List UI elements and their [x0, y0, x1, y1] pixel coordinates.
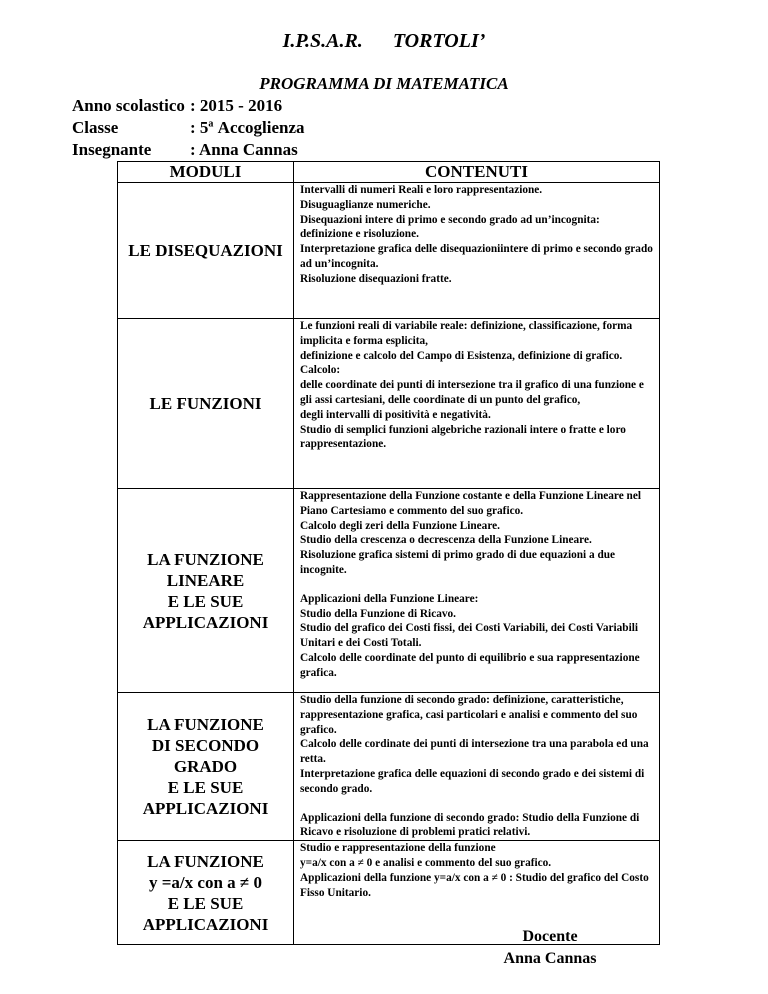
content-line: Calcolo delle coordinate del punto di equilibrio e sua rappresentazione grafica. [300, 651, 640, 679]
content-line: Intervalli di numeri Reali e loro rappresentazione. [300, 184, 543, 196]
signature-role: Docente [522, 928, 578, 945]
content-line: definizione e calcolo del Campo di Esistenza, definizione di grafico. [300, 349, 623, 362]
school-year-label: Anno scolastico [72, 96, 185, 115]
table-row [118, 319, 660, 489]
content-line: Interpretazione grafica delle equazioni di secondo grado e dei sistemi di secondo grado. [300, 767, 645, 795]
content-line: delle coordinate dei punti di intersezione tra il grafico di una funzione e gli assi cartesiani, delle coordinate di un punto del grafico, [300, 379, 644, 406]
modules-header: MODULI [118, 162, 294, 183]
school-year-value: : 2015 - 2016 [190, 96, 283, 115]
school-name: I.P.S.A.R. [282, 30, 363, 52]
module-name-line: APPLICAZIONI [142, 799, 269, 819]
module-contents [294, 693, 660, 841]
module-name [118, 693, 294, 841]
class-number: : 5 [190, 118, 209, 137]
class-superscript: a [208, 118, 214, 130]
content-line [300, 797, 655, 811]
class-line [72, 118, 305, 138]
class-label: Classe [72, 118, 119, 137]
module-name-line: LA FUNZIONE [147, 715, 264, 735]
module-name-line: y =a/x con a ≠ 0 [149, 872, 262, 892]
content-line [300, 578, 655, 592]
module-name-line: LINEARE [166, 570, 245, 590]
module-name-line: LE DISEQUAZIONI [128, 241, 283, 260]
module-name [118, 183, 294, 319]
module-name [118, 489, 294, 693]
town-name: TORTOLI’ [392, 30, 486, 52]
content-line: Le funzioni reali di variabile reale: definizione, classificazione, forma implicita e forma esplicita, [300, 320, 633, 347]
content-line: degli intervalli di positività e negatività. [300, 408, 491, 421]
contents-header: CONTENUTI [294, 162, 660, 183]
content-line: Risoluzione grafica sistemi di primo grado di due equazioni a due incognite. [300, 549, 616, 576]
signature-name: Anna Cannas [503, 950, 597, 967]
signature-block [480, 926, 620, 970]
module-name-line: APPLICAZIONI [142, 612, 269, 632]
page-title [0, 30, 768, 53]
module-contents [294, 489, 660, 693]
teacher-label: Insegnante [72, 140, 152, 159]
module-name-line: APPLICAZIONI [142, 914, 269, 934]
module-name-line: DI SECONDO [151, 736, 260, 756]
content-line: Disequazioni intere di primo e secondo grado ad un’incognita: definizione e risoluzione. [300, 213, 600, 241]
module-name-line: E LE SUE [167, 778, 244, 798]
program-table [117, 161, 660, 945]
module-contents [294, 319, 660, 489]
content-line: Applicazioni della funzione di secondo grado: Studio della Funzione di Ricavo e risoluzione di problemi pratici relativi. [300, 811, 640, 839]
table-row [118, 489, 660, 693]
content-line: Applicazioni della funzione y=a/x con a ≠ 0 : Studio del grafico del Costo Fisso Unitario. [300, 871, 649, 899]
content-line: Studio della crescenza o decrescenza della Funzione Lineare. [300, 534, 592, 547]
content-line: Rappresentazione della Funzione costante e della Funzione Lineare nel Piano Cartesiamo e commento del suo grafico. [300, 490, 641, 517]
content-line: Applicazioni della Funzione Lineare: [300, 592, 479, 605]
content-line: Studio della Funzione di Ricavo. [300, 607, 456, 620]
table-row [118, 183, 660, 319]
module-name-line: LA FUNZIONE [147, 851, 264, 871]
module-name [118, 841, 294, 945]
content-line: Interpretazione grafica delle disequazioniintere di primo e secondo grado ad un’incognita. [300, 243, 653, 270]
module-name-line: E LE SUE [167, 893, 244, 913]
content-line: Studio della funzione di secondo grado: definizione, caratteristiche, rappresentazione grafica, casi particolari e analisi e commento del suo grafico. [300, 694, 638, 736]
module-contents [294, 183, 660, 319]
content-line: Calcolo: [300, 364, 341, 377]
teacher-line [72, 140, 298, 160]
table-header-row [118, 162, 660, 183]
content-line: Studio e rappresentazione della funzione [300, 842, 496, 855]
module-name-line: GRADO [173, 757, 238, 777]
module-name-line: LE FUNZIONI [149, 394, 262, 413]
school-year-line [72, 96, 282, 116]
content-line: Studio del grafico dei Costi fissi, dei Costi Variabili, dei Costi Variabili Unitari e dei Costi Totali. [300, 622, 639, 650]
module-name-line: E LE SUE [167, 591, 244, 611]
module-name [118, 319, 294, 489]
table-row [118, 693, 660, 841]
content-line: y=a/x con a ≠ 0 e analisi e commento del suo grafico. [300, 856, 552, 869]
content-line: Disuguaglianze numeriche. [300, 198, 431, 211]
content-line: Calcolo delle cordinate dei punti di intersezione tra una parabola ed una retta. [300, 738, 649, 766]
program-title: PROGRAMMA DI MATEMATICA [259, 74, 509, 93]
class-name: Accoglienza [217, 118, 305, 137]
content-line: Studio di semplici funzioni algebriche razionali intere o fratte e loro rappresentazione. [300, 423, 626, 451]
content-line: Calcolo degli zeri della Funzione Lineare. [300, 519, 500, 532]
content-line: Risoluzione disequazioni fratte. [300, 272, 452, 285]
module-name-line: LA FUNZIONE [147, 549, 264, 569]
teacher-value: : Anna Cannas [190, 140, 298, 159]
